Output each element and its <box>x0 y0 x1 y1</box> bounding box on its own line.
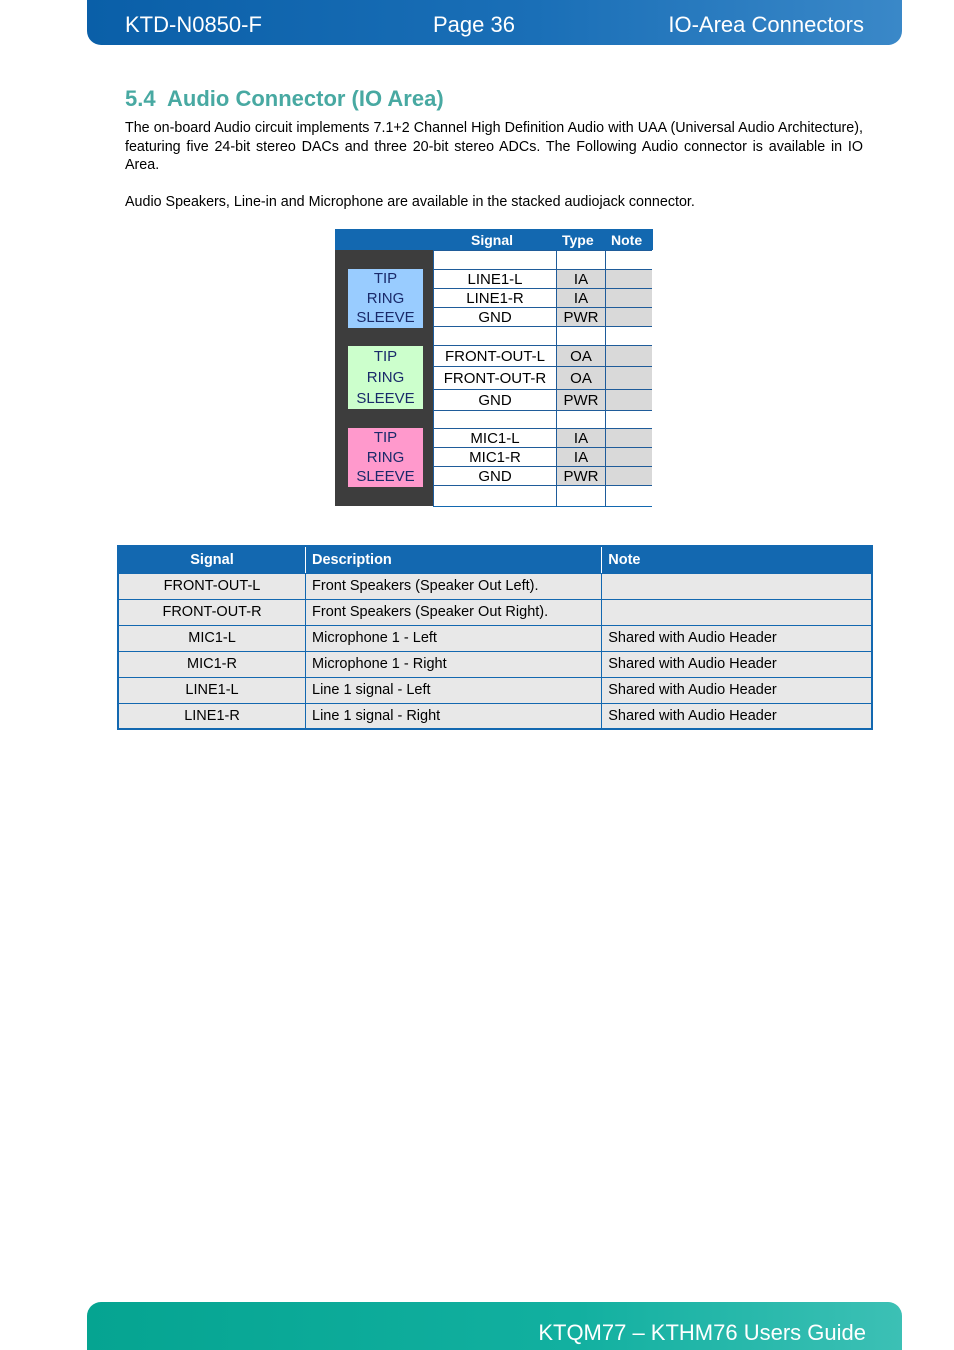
spacer-row <box>433 485 652 506</box>
diagram-row: LINE1-R IA <box>433 288 652 307</box>
availability-paragraph: Audio Speakers, Line-in and Microphone are available in the stacked audiojack connector. <box>125 194 695 210</box>
signal-description-table <box>117 545 873 730</box>
pin-label: TIP <box>373 348 398 365</box>
cell-description: Line 1 signal - Left <box>306 677 602 703</box>
diagram-row: GND PWR <box>433 389 652 410</box>
mic-jack <box>348 428 423 487</box>
section-heading <box>125 86 444 112</box>
intro-paragraph: The on-board Audio circuit implements 7.1+2 Channel High Definition Audio with UAA (Universal Audio Architecture), featuring five 24-bit stereo DACs and three 20-bit stereo ADCs. The Following Audio connector is available in IO Area. <box>125 120 863 173</box>
cell-signal: FRONT-OUT-R <box>118 599 306 625</box>
chapter-title: IO-Area Connectors <box>668 12 864 37</box>
diagram-header-note: Note <box>611 232 643 248</box>
cell-signal: MIC1-L <box>118 625 306 651</box>
spacer-row <box>433 250 652 269</box>
spacer-row <box>433 326 652 345</box>
cell-note <box>602 599 872 625</box>
table-row <box>118 703 872 729</box>
page-header <box>87 0 902 45</box>
cell-description: Microphone 1 - Right <box>306 651 602 677</box>
cell-signal: LINE1-L <box>118 677 306 703</box>
doc-id: KTD-N0850-F <box>125 12 262 37</box>
diagram-header <box>335 229 653 250</box>
diagram-header-signal: Signal <box>471 232 514 248</box>
cell-note: Shared with Audio Header <box>602 651 872 677</box>
cell-note: Shared with Audio Header <box>602 703 872 729</box>
pin-label: RING <box>366 369 405 386</box>
cell-note <box>602 573 872 599</box>
diagram-row: MIC1-L IA <box>433 428 652 447</box>
diagram-row: FRONT-OUT-R OA <box>433 366 652 389</box>
diagram-row: GND PWR <box>433 307 652 326</box>
spacer-row <box>433 410 652 428</box>
page-number: Page 36 <box>433 12 515 37</box>
pin-label: RING <box>366 289 405 307</box>
table-header-row <box>118 546 872 573</box>
pin-label: SLEEVE <box>356 309 415 326</box>
cell-description: Front Speakers (Speaker Out Left). <box>306 573 602 599</box>
cell-note: Shared with Audio Header <box>602 625 872 651</box>
cell-note: Shared with Audio Header <box>602 677 872 703</box>
cell-signal: FRONT-OUT-L <box>118 573 306 599</box>
manual-title: KTQM77 – KTHM76 Users Guide <box>538 1320 866 1345</box>
pin-label: TIP <box>373 429 398 446</box>
diagram-row: GND PWR <box>433 466 652 485</box>
diagram-header-type: Type <box>562 232 594 248</box>
cell-signal: MIC1-R <box>118 651 306 677</box>
pin-label: SLEEVE <box>356 468 415 485</box>
table-row <box>118 677 872 703</box>
page-footer <box>87 1302 902 1350</box>
diagram-signal-grid <box>433 250 652 507</box>
diagram-row: MIC1-R IA <box>433 447 652 466</box>
cell-description: Front Speakers (Speaker Out Right). <box>306 599 602 625</box>
section-number: 5.4 <box>125 86 156 111</box>
table-row <box>118 599 872 625</box>
col-header-description: Description <box>306 546 602 573</box>
diagram-row: FRONT-OUT-L OA <box>433 345 652 366</box>
cell-description: Line 1 signal - Right <box>306 703 602 729</box>
col-header-signal: Signal <box>118 546 306 573</box>
audio-jack-diagram <box>335 229 653 508</box>
diagram-row: LINE1-L IA <box>433 269 652 288</box>
cell-description: Microphone 1 - Left <box>306 625 602 651</box>
pin-label: RING <box>366 448 405 466</box>
col-header-note: Note <box>602 546 872 573</box>
pin-label: SLEEVE <box>356 390 415 407</box>
cell-signal: LINE1-R <box>118 703 306 729</box>
pin-label: TIP <box>373 270 398 287</box>
table-row <box>118 651 872 677</box>
line-in-jack <box>348 269 423 328</box>
section-title: Audio Connector (IO Area) <box>167 86 444 111</box>
table-row <box>118 573 872 599</box>
table-row <box>118 625 872 651</box>
line-out-jack <box>348 346 423 409</box>
